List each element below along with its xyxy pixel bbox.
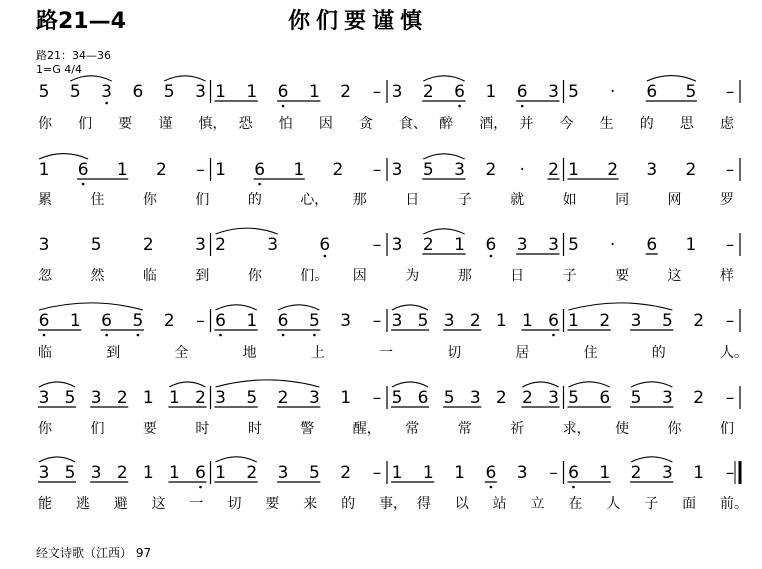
note: 6 — [417, 388, 429, 408]
slur — [70, 76, 111, 81]
lyric: 谨 — [158, 116, 173, 132]
lyric: 一 — [379, 345, 393, 361]
note: 5 — [417, 311, 429, 331]
scripture-reference: 路21：34—36 — [36, 49, 111, 62]
note: 6 — [132, 82, 144, 102]
lyric: 这 — [151, 496, 166, 512]
octave-dot — [105, 334, 108, 337]
note: 2 — [116, 463, 128, 483]
lyric: 罗 — [720, 192, 734, 208]
octave-dot — [82, 183, 85, 186]
lyric: 站 — [492, 496, 507, 512]
note: 3 — [516, 235, 528, 255]
lyric: 们 — [90, 421, 105, 437]
note: – — [372, 160, 382, 180]
note: – — [725, 311, 735, 331]
note: 5 — [163, 82, 175, 102]
slur — [522, 382, 558, 387]
lyric: 酒， — [479, 116, 508, 132]
lyric: 为 — [405, 268, 420, 284]
note: 6 — [277, 82, 289, 102]
note: 5 — [308, 311, 320, 331]
octave-dot — [282, 334, 285, 337]
note: 1 — [422, 463, 434, 483]
lyric: 要 — [265, 496, 280, 512]
source-footer: 经文诗歌（江西） 97 — [36, 546, 152, 560]
lyric: 常 — [405, 421, 420, 437]
lyric: 日 — [510, 268, 525, 284]
note: 3 — [391, 311, 403, 331]
lyric: 恐 — [238, 116, 253, 132]
note: 3 — [630, 311, 642, 331]
lyric: 切 — [447, 345, 462, 361]
lyric: 求， — [562, 421, 591, 437]
note: 1 — [38, 160, 50, 180]
lyric: 就 — [510, 192, 525, 208]
lyric: 虑 — [720, 116, 734, 132]
note: 2 — [332, 160, 344, 180]
note: 1 — [685, 235, 697, 255]
lyric: 然 — [90, 268, 105, 284]
lyric: 样 — [720, 268, 734, 284]
note: 5 — [568, 388, 579, 408]
note: 1 — [142, 463, 154, 483]
note: 2 — [340, 82, 352, 102]
lyric: 你 — [38, 116, 52, 132]
slur — [216, 228, 278, 234]
note: 6 — [195, 463, 206, 483]
lyric: 常 — [457, 421, 472, 437]
note: 1 — [485, 82, 497, 102]
note: 6 — [485, 235, 497, 255]
lyric: 得 — [416, 496, 431, 512]
note: 2 — [142, 235, 154, 255]
octave-dot — [572, 486, 575, 489]
note: 5 — [69, 82, 81, 102]
note: 3 — [661, 388, 673, 408]
note: 3 — [469, 388, 481, 408]
lyric: 避 — [113, 496, 128, 512]
lyric: 们。 — [300, 268, 329, 284]
note: 5 — [246, 388, 258, 408]
octave-dot — [105, 102, 108, 105]
note: · — [519, 160, 525, 180]
note: 1 — [215, 82, 226, 102]
note: 2 — [215, 235, 226, 255]
note: 3 — [90, 463, 102, 483]
slur — [392, 305, 428, 310]
lyric: 时 — [247, 421, 262, 437]
lyric: 的 — [247, 192, 262, 208]
note: 5 — [685, 82, 697, 102]
lyric: 使 — [615, 421, 630, 437]
lyric: 人 — [606, 496, 621, 512]
note: – — [372, 463, 382, 483]
note: 2 — [246, 463, 258, 483]
slur — [423, 76, 464, 81]
note: 3 — [277, 463, 289, 483]
note: – — [725, 388, 735, 408]
note: 5 — [630, 388, 642, 408]
slur — [647, 76, 696, 81]
note: 1 — [142, 388, 154, 408]
lyric: 醒， — [352, 421, 381, 437]
octave-dot — [199, 486, 202, 489]
note: 1 — [340, 388, 352, 408]
note: 3 — [38, 388, 50, 408]
lyric: 居 — [515, 345, 530, 361]
note: 3 — [90, 388, 102, 408]
lyric: 事， — [379, 496, 407, 512]
note: 1 — [215, 463, 226, 483]
slur — [216, 380, 320, 387]
note: – — [725, 463, 735, 483]
lyric: 那 — [457, 268, 472, 284]
lyric: 同 — [615, 192, 630, 208]
note: 2 — [607, 160, 619, 180]
note: 5 — [568, 82, 579, 102]
note: 2 — [116, 388, 128, 408]
note: 3 — [267, 235, 279, 255]
lyric: 一 — [189, 496, 204, 512]
octave-dot — [490, 255, 493, 258]
octave-dot — [458, 105, 461, 108]
note: 6 — [77, 160, 89, 180]
note: 2 — [522, 388, 533, 408]
note: 3 — [391, 160, 403, 180]
lyric: 前。 — [720, 496, 748, 512]
lyric: 因 — [318, 116, 333, 132]
note: 2 — [685, 160, 697, 180]
lyric: 全 — [174, 345, 189, 361]
note: · — [609, 235, 616, 255]
lyric: 以 — [454, 496, 469, 512]
lyric: 你 — [142, 192, 157, 208]
note: 5 — [90, 235, 102, 255]
note: 3 — [391, 235, 403, 255]
note: 1 — [454, 463, 466, 483]
lyric: 心， — [300, 192, 329, 208]
lyric: 时 — [195, 421, 210, 437]
lyric: 那 — [352, 192, 367, 208]
lyric: 能 — [38, 496, 52, 512]
key-signature: 1=G 4/4 — [36, 63, 82, 76]
lyric: 祈 — [510, 421, 525, 437]
note: 1 — [169, 463, 180, 483]
note: 6 — [454, 82, 466, 102]
lyric: 这 — [667, 268, 682, 284]
note: 3 — [443, 311, 455, 331]
note: · — [609, 82, 616, 102]
note: 5 — [38, 82, 50, 102]
note: 6 — [38, 311, 50, 331]
note: 2 — [485, 160, 497, 180]
note: 6 — [277, 311, 289, 331]
lyric: 子 — [562, 268, 577, 284]
lyric: 们 — [195, 192, 210, 208]
note: 5 — [132, 311, 144, 331]
note: 6 — [101, 311, 113, 331]
note: 2 — [548, 160, 559, 180]
octave-dot — [521, 105, 524, 108]
note: 6 — [215, 311, 226, 331]
slur — [39, 303, 143, 310]
slur — [631, 457, 672, 462]
lyric: 住 — [583, 345, 598, 361]
lyric: 的 — [341, 496, 356, 512]
note: 3 — [661, 463, 673, 483]
note: 5 — [443, 388, 455, 408]
note: 6 — [516, 82, 528, 102]
lyric: 贪 — [358, 116, 373, 132]
note: 1 — [215, 160, 226, 180]
note: 3 — [454, 160, 466, 180]
note: 3 — [340, 311, 352, 331]
note: 5 — [308, 463, 320, 483]
note: 2 — [195, 388, 206, 408]
note: 3 — [195, 82, 206, 102]
note: – — [372, 82, 382, 102]
lyric: 醉 — [439, 116, 454, 132]
note: 1 — [599, 463, 611, 483]
slur — [631, 382, 672, 387]
lyric: 子 — [457, 192, 472, 208]
slur — [169, 382, 205, 387]
lyric: 人。 — [720, 345, 748, 361]
note: 5 — [568, 235, 579, 255]
note: – — [196, 311, 205, 331]
note: 6 — [599, 388, 611, 408]
lyric: 日 — [405, 192, 420, 208]
lyric: 如 — [562, 192, 577, 208]
lyric: 要 — [118, 116, 133, 132]
octave-dot — [43, 334, 46, 337]
note: 5 — [661, 311, 673, 331]
note: 6 — [568, 463, 579, 483]
slur — [39, 154, 88, 159]
lyric: 的 — [651, 345, 666, 361]
note: 6 — [548, 311, 559, 331]
note: – — [725, 82, 735, 102]
slur — [569, 303, 673, 310]
lyric: 来 — [303, 496, 318, 512]
octave-dot — [282, 105, 285, 108]
lyric: 临 — [38, 345, 52, 361]
note: 3 — [646, 160, 658, 180]
lyric: 忽 — [38, 268, 52, 284]
note: 3 — [308, 388, 320, 408]
note: 3 — [391, 82, 403, 102]
slur — [39, 382, 75, 387]
note: 2 — [630, 463, 642, 483]
note: 1 — [454, 235, 466, 255]
lyric: 慎， — [198, 116, 227, 132]
note: 2 — [155, 160, 167, 180]
lyric: 们 — [78, 116, 93, 132]
lyric: 逃 — [75, 496, 90, 512]
note: – — [725, 160, 735, 180]
octave-dot — [258, 183, 261, 186]
note: 1 — [293, 160, 305, 180]
note: 1 — [391, 463, 403, 483]
note: 3 — [516, 463, 528, 483]
slur — [278, 305, 319, 310]
note: – — [372, 311, 382, 331]
note: – — [725, 235, 735, 255]
lyric: 的 — [639, 116, 654, 132]
slur — [392, 382, 428, 387]
lyric: 怕 — [278, 116, 293, 132]
note: – — [372, 388, 382, 408]
note: 2 — [599, 311, 611, 331]
slur — [216, 457, 257, 462]
note: 2 — [495, 388, 507, 408]
lyric: 并 — [519, 116, 534, 132]
note: 5 — [391, 388, 403, 408]
note: 6 — [646, 82, 658, 102]
note: 2 — [422, 235, 434, 255]
note: 2 — [693, 311, 705, 331]
octave-dot — [313, 334, 316, 337]
note: – — [549, 463, 558, 483]
note: 3 — [215, 388, 226, 408]
lyric: 立 — [530, 496, 545, 512]
slur — [423, 154, 464, 159]
lyric: 你 — [38, 421, 52, 437]
lyric: 网 — [667, 192, 682, 208]
note: 1 — [495, 311, 507, 331]
note: 2 — [163, 311, 175, 331]
lyric: 你 — [247, 268, 262, 284]
lyric: 思 — [679, 116, 694, 132]
slur — [216, 305, 257, 310]
note: 5 — [64, 463, 76, 483]
lyric: 累 — [38, 192, 52, 208]
lyric: 警 — [300, 421, 315, 437]
slur — [39, 457, 75, 462]
lyric: 今 — [559, 116, 574, 132]
note: 1 — [69, 311, 81, 331]
note: 2 — [340, 463, 352, 483]
lyric: 地 — [242, 345, 257, 361]
lyric: 到 — [106, 345, 121, 361]
lyric: 生 — [599, 116, 614, 132]
note: 1 — [568, 160, 579, 180]
slur — [569, 382, 610, 387]
lyric: 切 — [227, 496, 242, 512]
lyric: 要 — [142, 421, 157, 437]
lyric: 要 — [615, 268, 630, 284]
note: 3 — [548, 388, 559, 408]
note: 3 — [38, 235, 50, 255]
note: 1 — [522, 311, 533, 331]
note: 1 — [568, 311, 579, 331]
note: 5 — [422, 160, 434, 180]
note: 2 — [422, 82, 434, 102]
note: 1 — [246, 311, 258, 331]
note: 1 — [246, 82, 258, 102]
note: 3 — [38, 463, 50, 483]
octave-dot — [490, 486, 493, 489]
lyric: 住 — [90, 192, 105, 208]
note: 3 — [195, 235, 206, 255]
slur — [164, 76, 205, 81]
note: 6 — [646, 235, 658, 255]
note: – — [196, 160, 205, 180]
note: 6 — [254, 160, 266, 180]
note: 1 — [169, 388, 180, 408]
lyric: 食、 — [399, 116, 428, 132]
lyric: 临 — [142, 268, 157, 284]
octave-dot — [552, 334, 555, 337]
lyric: 因 — [352, 268, 367, 284]
octave-dot — [324, 255, 327, 258]
octave-dot — [137, 334, 140, 337]
lyric: 子 — [644, 496, 659, 512]
note: 3 — [101, 82, 113, 102]
lyric: 在 — [568, 496, 583, 512]
lyric: 到 — [195, 268, 210, 284]
lyric: 你 — [667, 421, 682, 437]
hymn-code: 路21—4 — [36, 9, 126, 34]
note: 2 — [469, 311, 481, 331]
lyric: 面 — [682, 496, 697, 512]
note: – — [372, 235, 382, 255]
note: 1 — [116, 160, 128, 180]
lyric: 们 — [720, 421, 734, 437]
note: 1 — [308, 82, 320, 102]
note: 5 — [64, 388, 76, 408]
note: 6 — [319, 235, 331, 255]
octave-dot — [219, 334, 222, 337]
note: 2 — [693, 388, 705, 408]
note: 3 — [548, 82, 559, 102]
note: 3 — [548, 235, 559, 255]
lyric: 上 — [310, 345, 325, 361]
note: 2 — [277, 388, 289, 408]
hymn-title: 你们要谨慎 — [288, 9, 429, 34]
note: 6 — [485, 463, 497, 483]
note: 1 — [693, 463, 705, 483]
slur — [423, 229, 464, 234]
